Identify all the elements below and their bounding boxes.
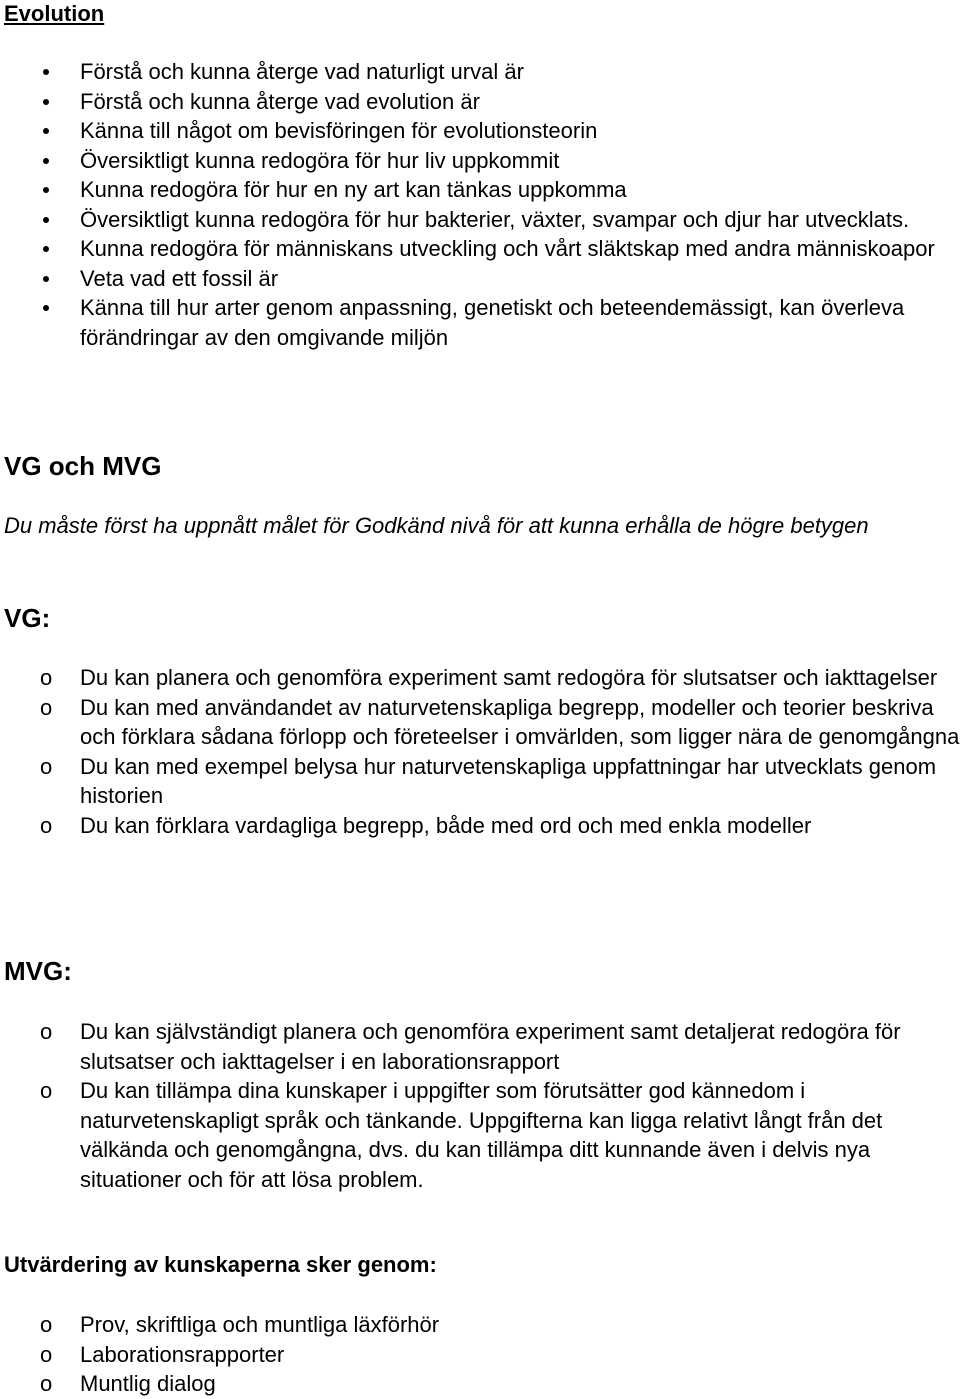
mvg-heading-block — [0, 955, 960, 987]
list-item: Kunna redogöra för hur en ny art kan tänkas uppkomma — [0, 175, 960, 205]
circle-bullet-icon: o — [40, 1019, 53, 1044]
list-item: o Laborationsrapporter — [0, 1340, 960, 1370]
circle-bullet-icon: o — [40, 665, 53, 690]
vg-mvg-heading-block — [0, 450, 960, 482]
circle-bullet-icon: o — [40, 1078, 53, 1103]
vg-section — [0, 663, 960, 840]
evaluation-list — [0, 1310, 960, 1399]
evaluation-heading: Utvärdering av kunskaperna sker genom: — [4, 1252, 437, 1277]
bullet-icon — [0, 293, 80, 323]
list-item: Känna till något om bevisföringen för evolutionsteorin — [0, 116, 960, 146]
bullet-icon — [0, 234, 80, 264]
bullet-icon — [0, 205, 80, 235]
vg-mvg-heading: VG och MVG — [4, 451, 162, 481]
list-item: Översiktligt kunna redogöra för hur liv uppkommit — [0, 146, 960, 176]
list-item: Förstå och kunna återge vad evolution är — [0, 87, 960, 117]
bullet-icon — [0, 116, 80, 146]
bullet-icon — [0, 146, 80, 176]
vg-list — [0, 663, 960, 840]
evaluation-heading-block — [0, 1250, 960, 1279]
list-item: o Prov, skriftliga och muntliga läxförhör — [0, 1310, 960, 1340]
list-item: Veta vad ett fossil är — [0, 264, 960, 294]
list-item: o Du kan förklara vardagliga begrepp, både med ord och med enkla modeller — [0, 811, 960, 841]
circle-bullet-icon: o — [40, 1312, 53, 1337]
circle-bullet-icon: o — [40, 753, 53, 779]
list-item: o Du kan tillämpa dina kunskaper i uppgifter som förutsätter god kännedom i naturvetenskapligt språk och tänkande. Uppgifterna kan ligga relativt långt från det välkända och genomgångna, dvs. du kan tillämpa ditt kunnande även i delvis nya situationer och för att lösa problem. — [0, 1076, 960, 1194]
vg-heading: VG: — [4, 603, 51, 633]
list-item: o Du kan självständigt planera och genomföra experiment samt detaljerat redogöra för slutsatser och iakttagelser i en laborationsrapport — [0, 1017, 960, 1076]
mvg-list — [0, 1017, 960, 1194]
list-item: Känna till hur arter genom anpassning, genetiskt och beteendemässigt, kan överleva förändringar av den omgivande miljön — [0, 293, 960, 352]
evaluation-section — [0, 1310, 960, 1399]
mvg-heading: MVG: — [4, 956, 72, 986]
list-item: Förstå och kunna återge vad naturligt urval är — [0, 57, 960, 87]
bullet-icon — [0, 57, 80, 87]
list-item: o Du kan planera och genomföra experiment samt redogöra för slutsatser och iakttagelser — [0, 663, 960, 693]
bullet-icon — [0, 87, 80, 117]
bullet-icon — [0, 175, 80, 205]
circle-bullet-icon: o — [40, 1371, 53, 1396]
list-item: Kunna redogöra för människans utveckling och vårt släktskap med andra människoapor — [0, 234, 960, 264]
goals-list — [0, 57, 960, 352]
intro-text: Du måste först ha uppnått målet för Godkänd nivå för att kunna erhålla de högre betygen — [4, 513, 869, 538]
goals-section — [0, 57, 960, 352]
mvg-section — [0, 1017, 960, 1194]
page-title: Evolution — [4, 1, 105, 26]
intro-block — [0, 511, 960, 540]
vg-heading-block — [0, 602, 960, 634]
list-item: o Muntlig dialog — [0, 1369, 960, 1399]
circle-bullet-icon: o — [40, 1341, 53, 1367]
bullet-icon — [0, 264, 80, 294]
title-block — [0, 0, 960, 28]
circle-bullet-icon: o — [40, 694, 53, 720]
circle-bullet-icon: o — [40, 812, 53, 838]
list-item: o Du kan med exempel belysa hur naturvetenskapliga uppfattningar har utvecklats genom historien — [0, 752, 960, 811]
list-item: Översiktligt kunna redogöra för hur bakterier, växter, svampar och djur har utvecklats. — [0, 205, 960, 235]
list-item: o Du kan med användandet av naturvetenskapliga begrepp, modeller och teorier beskriva och förklara sådana förlopp och företeelser i omvärlden, som ligger nära de genomgångna — [0, 693, 960, 752]
